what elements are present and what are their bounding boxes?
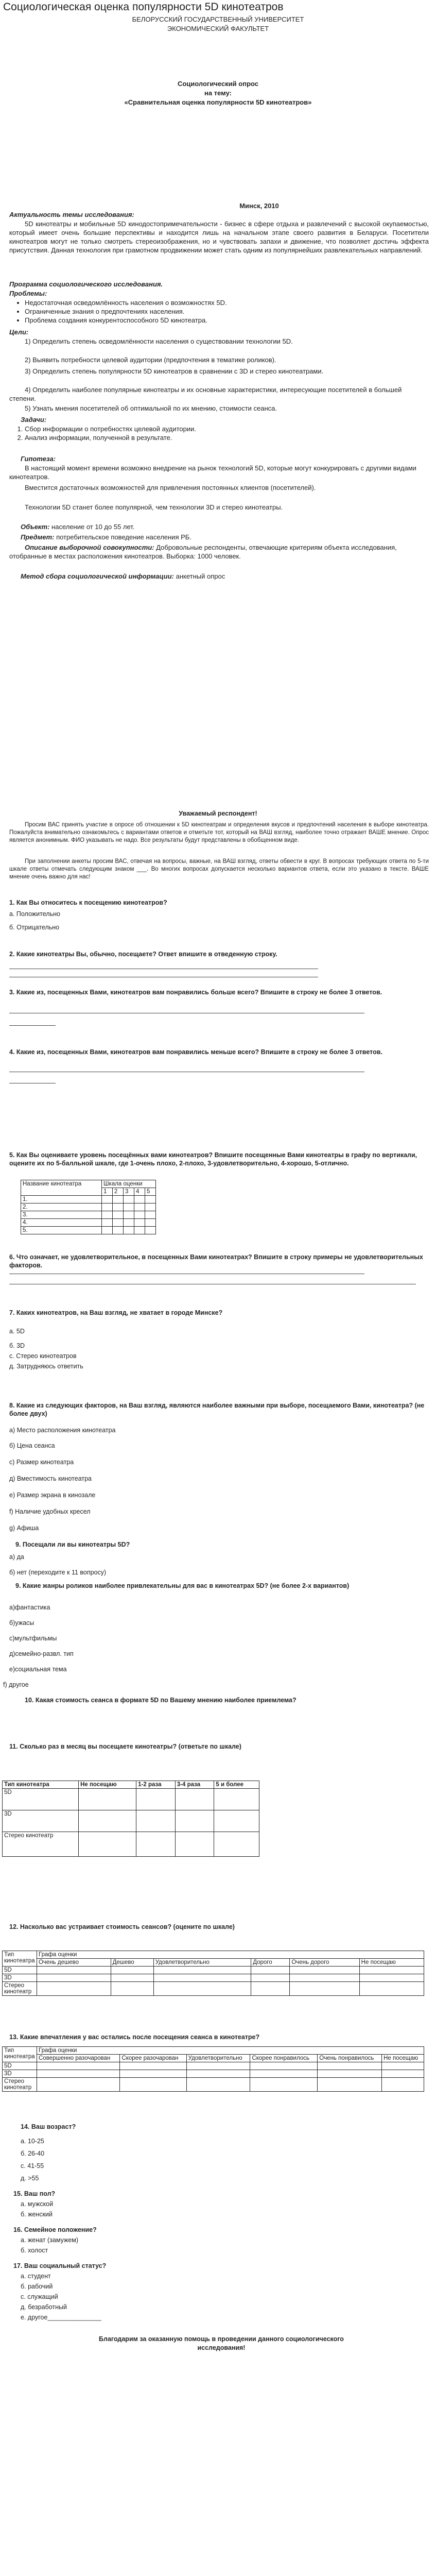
q8-option[interactable]: а) Место расположения кинотеатра [9, 1427, 116, 1434]
intro-text: Просим ВАС принять участие в опросе об отношении к 5D кинотеатрам и определения вкусов и предпочтений населения в выборе кинотеатра. Пожалуйста внимательно ознакомьтесь с вариантами ответов и отметьте тот, который на ВАШ взгляд, наиболее точно отражает ВАШЕ мнение. Опрос является анонимным. ФИО указывать не надо. Все результаты будут представлены в обобщенном виде. [9, 822, 429, 843]
q8-option[interactable]: g) Афиша [9, 1524, 39, 1532]
q12-row-label: 3D [3, 1810, 79, 1832]
q5-row[interactable]: 4. [21, 1219, 102, 1227]
goal-item: 3) Определить степень популярности 5D кинотеатров в сравнении с 3D и стерео кинотеатрами. [25, 367, 324, 375]
q12-head: 1-2 раза [136, 1781, 176, 1789]
q12-row-label: Стерео кинотеатр [3, 1832, 79, 1857]
q14-impression-table [2, 2046, 424, 2092]
question-2: 2. Какие кинотеатры Вы, обычно, посещаете? Ответ впишите в отведенную строку. [9, 951, 277, 958]
method-line [21, 572, 427, 581]
q8-option[interactable]: f) Наличие удобных кресел [9, 1508, 91, 1515]
q12-head: 5 и более [214, 1781, 259, 1789]
q5-row[interactable]: 3. [21, 1211, 102, 1219]
question-12: 11. Сколько раз в месяц вы посещаете кинотеатры? (ответьте по шкале) [9, 1743, 241, 1750]
question-15: 14. Ваш возраст? [21, 2123, 76, 2130]
q10-option[interactable]: f) другое [3, 1681, 29, 1688]
question-8: 8. Какие из следующих факторов, на Ваш взгляд, являются наиболее важными при выборе, посещаемого Вами, кинотеатра? (не более двух) [9, 1402, 425, 1417]
q13-price-table [2, 1951, 424, 1996]
problem-item: • Недостаточная осведомлённость населения о возможностях 5D. [25, 298, 429, 307]
goal-item: 5) Узнать мнения посетителей об оптимальной по их мнению, стоимости сеанса. [25, 404, 277, 412]
thanks-text: Благодарим за оказанную помощь в проведении данного социологического исследования! [99, 2335, 344, 2351]
q13-col: Дорого [251, 1959, 290, 1967]
q5-head-score: Шкала оценки [102, 1180, 156, 1188]
question-5: 5. Как Вы оцениваете уровень посещённых вами кинотеатров? Впишите посещенные Вами кинотеатры в графу по вертикали, оцените их по 5-балльной шкале, где 1-очень плохо, 2-плохо, 3-удовлетворительно, 4-хорошо, 5-отлично. [9, 1151, 417, 1167]
tasks-label: Задачи: [21, 416, 47, 423]
object-text: население от 10 до 55 лет. [51, 523, 135, 531]
tasks-list [9, 425, 429, 442]
problems-list [9, 298, 429, 325]
q14-head-type: Тип кинотеатра [3, 2047, 37, 2062]
q7-option[interactable]: а. 5D [9, 1328, 25, 1335]
q5-row[interactable]: 2. [21, 1204, 102, 1211]
q5-score: 3 [124, 1188, 134, 1196]
respondent-heading: Уважаемый респондент! [179, 810, 257, 817]
q10-option[interactable]: б)ужасы [9, 1619, 34, 1626]
problem-item: • Ограниченные знания о предпочтениях населения. [25, 307, 429, 316]
q12-frequency-table [2, 1781, 259, 1857]
q14-row-label: 3D [3, 2070, 37, 2078]
q13-col: Удовлетворительно [153, 1959, 251, 1967]
q18-option[interactable]: а. студент [21, 2273, 51, 2280]
method-label: Метод сбора социологической информации: [21, 572, 174, 580]
university-name: БЕЛОРУССКИЙ ГОСУДАРСТВЕННЫЙ УНИВЕРСИТЕТ [132, 15, 304, 23]
goal-item: 1) Определить степень осведомлённости населения о существовании технологии 5D. [25, 337, 293, 345]
problem-item: • Проблема создания конкурентоспособного 5D кинотеатра. [25, 316, 429, 325]
q14-col: Очень понравилось [318, 2055, 382, 2062]
q14-row-label: Стерео кинотеатр [3, 2078, 37, 2092]
object-label: Объект: [21, 523, 50, 531]
program-heading: Программа социологического исследования. [9, 280, 163, 288]
q7-option[interactable]: с. Стерео кинотеатров [9, 1352, 77, 1360]
survey-heading: Социологический опрос [177, 80, 259, 88]
q5-row[interactable]: 5. [21, 1227, 102, 1234]
q5-rating-table [21, 1180, 156, 1234]
hypothesis-label: Гипотеза: [21, 455, 56, 463]
question-7: 7. Каких кинотеатров, на Ваш взгляд, не хватает в городе Минске? [9, 1309, 223, 1316]
survey-topic-label: на тему: [204, 89, 232, 97]
hypothesis-text-1: В настоящий момент времени возможно внедрение на рынок технологий 5D, которые могут конкурировать с другими видами кинотеатров. [9, 464, 416, 481]
subject-text: потребительское поведение населения РБ. [56, 533, 191, 541]
q18-option[interactable]: д. безработный [21, 2303, 67, 2311]
city-year: Минск, 2010 [239, 202, 279, 210]
q12-head: Тип кинотеатра [3, 1781, 79, 1789]
q13-col: Очень дешево [37, 1959, 111, 1967]
q5-table-wrap [21, 1180, 156, 1234]
q13-col: Дешево [111, 1959, 153, 1967]
q18-option[interactable]: б. рабочий [21, 2283, 53, 2290]
q12-head: 3-4 раза [175, 1781, 214, 1789]
relevance-text: 5D кинотеатры и мобильные 5D кинодостопримечательности - бизнес в сфере отдыха и развлечений с высокой окупаемостью, который имеет очень большие перспективы и находится лишь на начальном этапе своего развития в Беларуси. Посетители кинотеатров могут не только смотреть стереоизображения, но и чувствовать запахи и движение, что позволяет достичь эффекта присутствия. Данная технология при грамотном продвижении может стать одним из популярнейших развлекательных направлений. [9, 220, 429, 254]
q10-option[interactable]: с)мультфильмы [9, 1635, 57, 1642]
goal-item: 4) Определить наиболее популярные кинотеатры и их основные характеристики, интересующие посетителей в большей степени. [9, 386, 402, 402]
question-1: 1. Как Вы относитесь к посещению кинотеатров? [9, 899, 167, 906]
q8-option[interactable]: е) Размер экрана в кинозале [9, 1492, 96, 1499]
q14-head-eval: Графа оценки [37, 2047, 424, 2055]
hypothesis-text-2: Вместится достаточных возможностей для привлечения постоянных клиентов (посетителей). [25, 484, 316, 492]
subject-line [21, 533, 427, 541]
question-16: 15. Ваш пол? [13, 2190, 56, 2197]
sampling-line [9, 543, 429, 561]
method-text: анкетный опрос [176, 572, 225, 580]
q14-col: Не посещаю [382, 2055, 424, 2062]
q8-option[interactable]: б) Цена сеанса [9, 1442, 55, 1449]
q9-option[interactable]: а) да [9, 1553, 24, 1561]
q7-option[interactable]: д. Затрудняюсь ответить [9, 1363, 83, 1370]
relevance-heading: Актуальность темы исследования: [9, 211, 134, 218]
q9-option[interactable]: б) нет (переходите к 11 вопросу) [9, 1569, 107, 1576]
q18-option[interactable]: с. служащий [21, 2293, 58, 2300]
q5-head-name: Название кинотеатра [21, 1180, 102, 1196]
question-14: 13. Какие впечатления у вас остались после посещения сеанса в кинотеатре? [9, 2033, 260, 2041]
faculty-name: ЭКОНОМИЧЕСКИЙ ФАКУЛЬТЕТ [167, 25, 269, 32]
q15-option[interactable]: д. >55 [21, 2175, 39, 2182]
q13-head-eval: Графа оценки [37, 1951, 424, 1959]
q1-option[interactable]: б. Отрицательно [9, 924, 60, 931]
q10-option[interactable]: д)семейно-развл. тип [9, 1650, 74, 1657]
q14-col: Скорее разочарован [120, 2055, 186, 2062]
q8-option[interactable]: с) Размер кинотеатра [9, 1459, 74, 1466]
task-item: 1. Сбор информации о потребностях целевой аудитории. [25, 425, 429, 433]
question-18: 17. Ваш социальный статус? [13, 2262, 107, 2269]
question-4: 4. Какие из, посещенных Вами, кинотеатров вам понравились меньше всего? Впишите в строку не более 3 ответов. [9, 1048, 382, 1056]
q12-table-wrap [2, 1781, 259, 1857]
survey-topic: «Сравнительная оценка популярности 5D кинотеатров» [124, 98, 312, 106]
q14-col: Удовлетворительно [186, 2055, 250, 2062]
q10-option[interactable]: е)социальная тема [9, 1666, 67, 1673]
document-title: Социологическая оценка популярности 5D кинотеатров [3, 1, 284, 13]
q15-option[interactable]: с. 41-55 [21, 2162, 44, 2170]
q8-option[interactable]: д) Вместимость кинотеатра [9, 1475, 92, 1482]
q13-row-label: 3D [3, 1974, 37, 1982]
q13-table-wrap [2, 1951, 424, 1996]
q13-col: Очень дорого [290, 1959, 359, 1967]
question-13: 12. Насколько вас устраивает стоимость сеансов? (оцените по шкале) [9, 1923, 235, 1930]
q13-row-label: Стерео кинотеатр [3, 1982, 37, 1996]
q1-option[interactable]: а. Положительно [9, 910, 60, 918]
q7-option[interactable]: б. 3D [9, 1342, 25, 1349]
q13-head-type: Тип кинотеатра [3, 1951, 37, 1967]
goals-label: Цели: [9, 328, 29, 336]
q5-score: 4 [134, 1188, 145, 1196]
q14-col: Скорее понравилось [250, 2055, 318, 2062]
problems-label: Проблемы: [9, 290, 47, 297]
q16-option[interactable]: б. женский [21, 2211, 53, 2218]
goal-item: 2) Выявить потребности целевой аудитории (предпочтения в тематике роликов). [25, 356, 276, 364]
q13-row-label: 5D [3, 1967, 37, 1974]
task-item: 2. Анализ информации, полученной в результате. [25, 433, 429, 442]
q16-option[interactable]: а. мужской [21, 2200, 54, 2208]
hypothesis-text-3: Технологии 5D станет более популярной, чем технологии 3D и стерео кинотеатры. [25, 503, 283, 511]
question-17: 16. Семейное положение? [13, 2226, 97, 2233]
q5-score: 2 [113, 1188, 124, 1196]
question-9: 9. Посещали ли вы кинотеатры 5D? [15, 1541, 130, 1548]
q5-score: 1 [102, 1188, 113, 1196]
answer-line[interactable] [9, 1025, 56, 1026]
q15-option[interactable]: а. 10-25 [21, 2138, 44, 2145]
q12-head: Не посещаю [79, 1781, 136, 1789]
q14-table-wrap [2, 2046, 424, 2092]
q5-row[interactable]: 1. [21, 1196, 102, 1204]
intro-text-2: При заполнении анкеты просим ВАС, отвечая на вопросы, важные, на ВАШ взгляд, ответы обвести в круг. В вопросах требующих ответа по 5-ти шкале ответы отмечать следующим знаком ___. Во многих вопросах допускается несколько вариантов ответа, если это указано в тексте. ВАШЕ мнение очень важно для нас! [9, 858, 429, 880]
question-6: 6. Что означает, не удовлетворительное, в посещенных Вами кинотеатрах? Впишите в строку примеры не удовлетворительных факторов. [9, 1253, 423, 1269]
sampling-label: Описание выборочной совокупности: [25, 544, 154, 551]
question-11: 10. Какая стоимость сеанса в формате 5D по Вашему мнению наиболее приемлема? [25, 1697, 297, 1704]
q15-option[interactable]: б. 26-40 [21, 2150, 45, 2157]
q17-option[interactable]: б. холост [21, 2247, 48, 2254]
q18-option[interactable]: е. другое_______________ [21, 2314, 101, 2321]
q10-option[interactable]: а)фантастика [9, 1604, 50, 1611]
q17-option[interactable]: а. женат (замужем) [21, 2236, 79, 2244]
object-line [21, 522, 427, 531]
q12-row-label: 5D [3, 1789, 79, 1810]
question-3: 3. Какие из, посещенных Вами, кинотеатров вам понравились больше всего? Впишите в строку не более 3 ответов. [9, 989, 382, 996]
q5-score: 5 [145, 1188, 156, 1196]
question-10: 9. Какие жанры роликов наиболее привлекательны для вас в кинотеатрах 5D? (не более 2-х вариантов) [15, 1582, 350, 1589]
subject-label: Предмет: [21, 533, 55, 541]
q14-row-label: 5D [3, 2062, 37, 2070]
sampling-text: Добровольные респонденты, отвечающие критериям объекта исследования, отобранные в местах расположения кинотеатров. Выборка: 1000 человек. [9, 544, 397, 560]
q13-col: Не посещаю [359, 1959, 424, 1967]
q14-col: Совершенно разочарован [37, 2055, 120, 2062]
